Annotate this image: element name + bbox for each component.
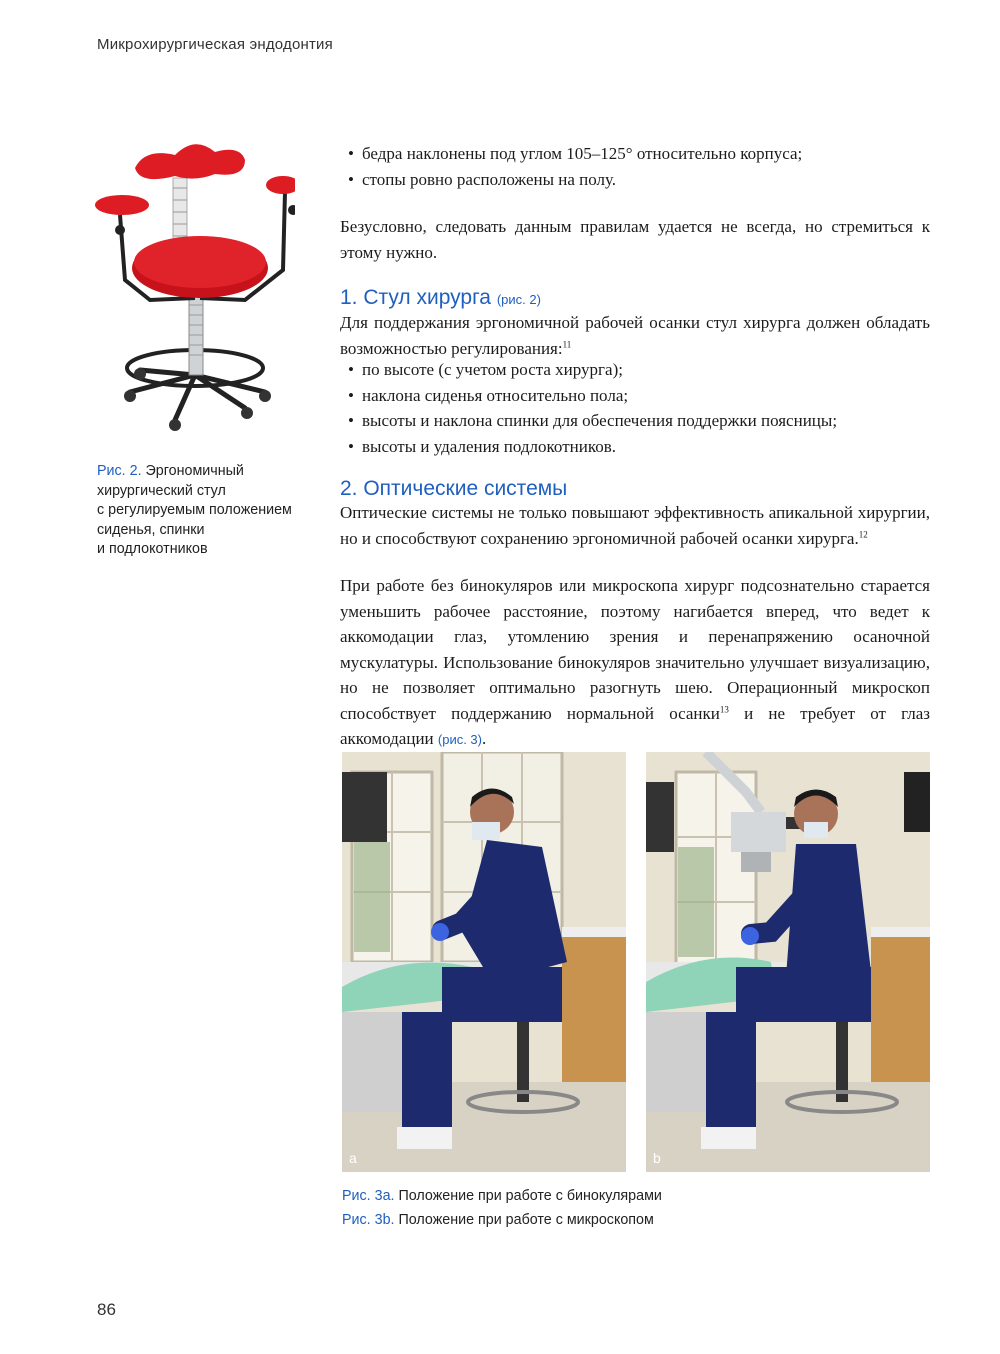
section1-figure-ref: (рис. 2) bbox=[496, 292, 541, 307]
list-item: • высоты и наклона спинки для обеспечения поддержки поясницы; bbox=[340, 408, 930, 434]
chair-photo bbox=[95, 130, 295, 450]
footnote-ref: 12 bbox=[858, 528, 868, 539]
photo-letter: b bbox=[653, 1150, 661, 1166]
list-item: • по высоте (с учетом роста хирурга); bbox=[340, 357, 930, 383]
list-item: • бедра наклонены под углом 105–125° относительно корпуса; bbox=[340, 141, 930, 167]
list-item: • наклона сиденья относительно пола; bbox=[340, 383, 930, 409]
section2-title: 2. Оптические системы bbox=[340, 477, 568, 500]
section2-paragraph2 bbox=[340, 573, 930, 753]
section1-title: 1. Стул хирурга bbox=[340, 286, 491, 309]
photo-microscope bbox=[646, 752, 930, 1172]
section2-paragraph2-end: . bbox=[482, 729, 487, 748]
running-title: Микрохирургическая эндодонтия bbox=[97, 36, 333, 53]
section2-paragraph1-text: Оптические системы не только повышают эффективность апикальной хирургии, но и способствуют сохранению эргономичной рабочей осанки хирурга. bbox=[340, 503, 930, 548]
figure2-caption-line: и подлокотников bbox=[97, 541, 208, 557]
figure3b-label: Рис. 3b. bbox=[342, 1212, 395, 1228]
list-item: • стопы ровно расположены на полу. bbox=[340, 167, 930, 193]
figure2-caption-line: с регулируемым положением bbox=[97, 502, 292, 518]
section2-heading bbox=[340, 476, 567, 502]
figure2-caption-line: хирургический стул bbox=[97, 482, 226, 499]
intro-bullet-list bbox=[340, 141, 930, 192]
page-number: 86 bbox=[97, 1300, 116, 1319]
figure3a-caption bbox=[342, 1188, 662, 1204]
section2-paragraph2-text-cont: и не требует от глаз аккомодации bbox=[340, 703, 931, 748]
figure2-label: Рис. 2. bbox=[97, 463, 142, 479]
figure3b-caption bbox=[342, 1212, 654, 1228]
footnote-ref: 13 bbox=[719, 703, 729, 714]
photo-letter: a bbox=[349, 1150, 357, 1166]
figure3a-text: Положение при работе с бинокулярами bbox=[398, 1188, 662, 1204]
photo-binoculars bbox=[342, 752, 626, 1172]
figure3-inline-ref: (рис. 3) bbox=[437, 732, 482, 747]
figure3a-label: Рис. 3a. bbox=[342, 1188, 395, 1204]
section1-paragraph-text: Для поддержания эргономичной рабочей осанки стул хирурга должен обладать возможностью регулирования: bbox=[340, 313, 930, 358]
section1-bullet-list bbox=[340, 357, 930, 459]
intro-paragraph: Безусловно, следовать данным правилам удается не всегда, но стремиться к этому нужно. bbox=[340, 217, 930, 262]
section2-paragraph2-text: При работе без бинокуляров или микроскопа хирург подсознательно старается уменьшить рабочее расстояние, поэтому нагибается вперед, что ведет к аккомодации глаз, утомлению зрения и перенапряжению осаночной мускулатуры. Использование бинокуляров значительно улучшает визуализацию, но не позволяет оптимально разогнуть шею. Операционный микроскоп способствует поддержанию нормальной осанки bbox=[340, 576, 930, 723]
section1-paragraph bbox=[340, 310, 930, 361]
figure3b-text: Положение при работе с микроскопом bbox=[398, 1212, 654, 1228]
list-item: • высоты и удаления подлокотников. bbox=[340, 434, 930, 460]
figure2-caption-line: сиденья, спинки bbox=[97, 521, 205, 538]
section1-heading bbox=[340, 285, 541, 313]
figure2-caption-line: Эргономичный bbox=[145, 463, 244, 479]
section2-paragraph1 bbox=[340, 500, 930, 551]
footnote-ref: 11 bbox=[562, 338, 572, 349]
figure2-caption bbox=[97, 462, 312, 560]
